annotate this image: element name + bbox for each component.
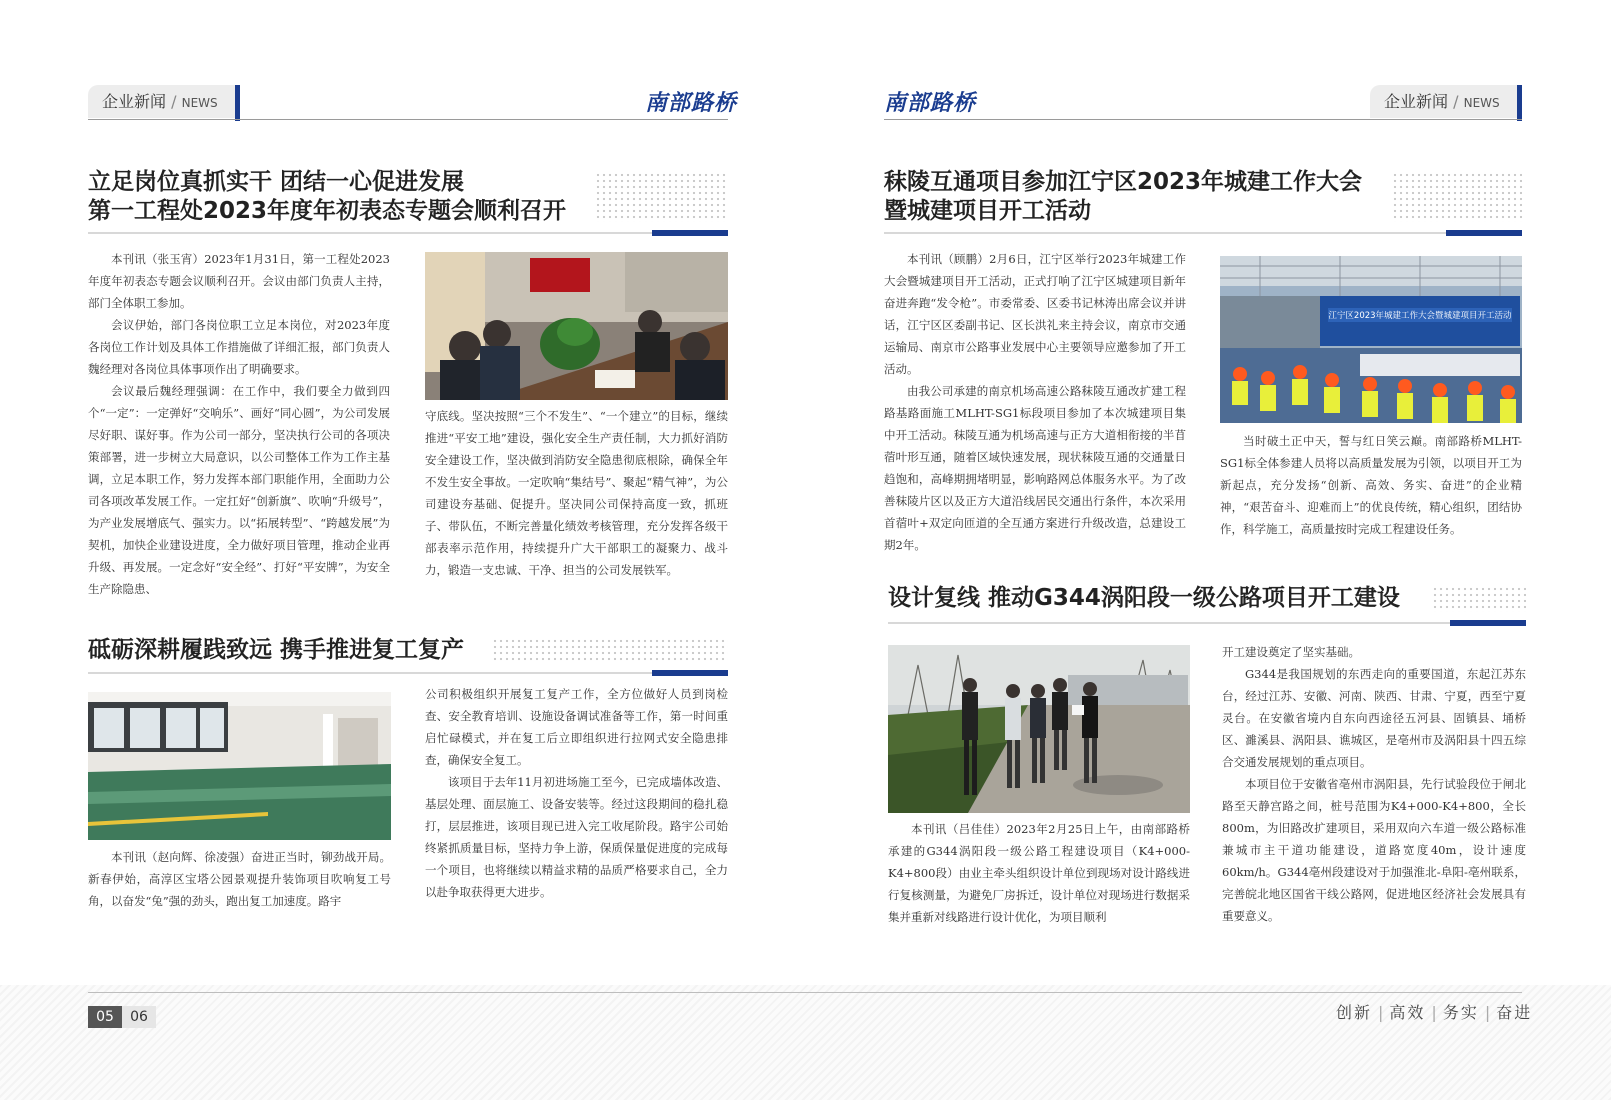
slogan-word: 高效 — [1389, 1003, 1426, 1022]
article-title — [884, 168, 1362, 226]
paragraph: G344是我国规划的东西走向的重要国道，东起江苏东台，经过江苏、安徽、河南、陕西、甘肃、宁夏，西至宁夏灵台。在安徽省境内自东向西途径五河县、固镇县、埇桥区、濉溪县、涡阳县、谯城区，是亳州市及涡阳县十四五综合交通发展规划的重点项目。 — [1222, 667, 1526, 769]
paragraph: 本刊讯（吕佳佳）2023年2月25日上午，由南部路桥承建的G344涡阳段一级公路工程建设项目（K4+000-K4+800段）由业主牵头组织设计单位到现场对设计路线进行复核测量，为避免厂房拆迁，设计单位对现场进行数据采集并重新对线路进行设计优化，为项目顺利 — [888, 822, 1190, 924]
title-accent-bar — [652, 670, 728, 676]
title-dot-pattern — [1432, 586, 1526, 612]
tab-accent-bar — [235, 85, 240, 121]
article-column — [1220, 430, 1522, 540]
construction-photo — [88, 692, 391, 840]
section-label-en: NEWS — [181, 96, 218, 110]
header-rule-left — [88, 119, 728, 120]
paragraph: 本项目位于安徽省亳州市涡阳县，先行试验段位于闸北路至天静宫路之间，桩号范围为K4+000-K4+800，全长800m，为旧路改扩建项目，采用双向六车道一级公路标准兼城市主干道功能建设，道路宽度40m，设计速度60km/h。G344亳州段建设对于加强淮北-阜阳-亳州联系，完善皖北地区国省干线公路网，促进地区经济社会发展具有重要意义。 — [1222, 777, 1526, 923]
section-label-cn: 企业新闻 — [102, 92, 167, 111]
title-dot-pattern — [492, 638, 728, 662]
brand-logo-right: 南部路桥 — [884, 90, 977, 116]
title-line: 砥砺深耕履践致远 携手推进复工复产 — [88, 637, 465, 663]
article-title — [88, 168, 566, 226]
article-column — [1222, 641, 1526, 927]
slogan-word: 务实 — [1442, 1003, 1479, 1022]
slogan-word: 创新 — [1336, 1003, 1373, 1022]
survey-site-photo — [888, 645, 1190, 813]
title-underline — [888, 622, 1466, 624]
title-line: 暨城建项目开工活动 — [884, 198, 1091, 224]
paragraph: 会议伊始，部门各岗位职工立足本岗位，对2023年度各岗位工作计划及具体工作措施做了详细汇报，部门负责人魏经理对各岗位具体事项作出了明确要求。 — [88, 318, 390, 376]
footer-slogan — [1336, 1000, 1532, 1023]
paragraph: 本刊讯（张玉宵）2023年1月31日，第一工程处2023年度年初表态专题会议顺利召开。会议由部门负责人主持，部门全体职工参加。 — [88, 252, 390, 310]
section-label-en: NEWS — [1463, 96, 1500, 110]
title-underline — [88, 672, 668, 674]
paragraph: 开工建设奠定了坚实基础。 — [1222, 645, 1360, 659]
header-rule-right — [884, 119, 1522, 120]
title-underline — [884, 232, 1462, 234]
paragraph: 本刊讯（顾鹏）2月6日，江宁区举行2023年城建工作大会暨城建项目开工活动，正式打响了江宁区城建项目新年奋进奔跑“发令枪”。市委常委、区委书记林涛出席会议并讲话，江宁区区委副书记、区长洪礼来主持会议，南京市交通运输局、南京市公路事业发展中心主要领导应邀参加了开工活动。 — [884, 252, 1186, 376]
banner-text: 江宁区2023年城建工作大会暨城建项目开工活动 — [1328, 311, 1512, 321]
title-underline — [88, 232, 668, 234]
title-line: 第一工程处2023年度年初表态专题会顺利召开 — [88, 198, 567, 224]
page-number-left: 05 — [88, 1006, 122, 1028]
slogan-separator: | — [1378, 1003, 1384, 1022]
article-column — [884, 248, 1186, 556]
section-label-sep: / — [171, 92, 177, 111]
slogan-separator: | — [1484, 1003, 1491, 1022]
brand-logo-left: 南部路桥 — [645, 90, 738, 116]
page-number-right: 06 — [122, 1006, 156, 1028]
title-line: 秣陵互通项目参加江宁区2023年城建工作大会 — [884, 169, 1363, 195]
section-label-cn: 企业新闻 — [1384, 92, 1449, 111]
paragraph: 由我公司承建的南京机场高速公路秣陵互通改扩建工程路基路面施工MLHT-SG1标段项目参加了本次城建项目集中开工活动。秣陵互通为机场高速与正方大道相衔接的半苜蓿叶形互通，随着区域快速发展，现状秣陵互通的交通量日趋饱和，高峰期拥堵明显，影响路网总体服务水平。为了改善秣陵片区以及正方大道沿线居民交通出行条件，本次采用首蓿叶+双定向匝道的全互通方案进行升级改造，总建设工期2年。 — [884, 384, 1186, 552]
title-accent-bar — [1450, 620, 1526, 626]
article-title — [888, 584, 1400, 613]
title-accent-bar — [652, 230, 728, 236]
article-column — [888, 818, 1190, 928]
slogan-separator: | — [1431, 1003, 1437, 1022]
paragraph: 会议最后魏经理强调：在工作中，我们要全力做到四个“一定”：一定弹好“交响乐”、画好“同心圆”，为公司发展尽好职、谋好事。作为公司一部分，坚决执行公司的各项决策部署，进一步树立大局意识，以公司整体工作为工作主基调，立足本职工作，努力发挥本部门职能作用，全面助力公司各项改革发展工作。一定扛好“创新旗”、吹响“升级号”，为产业发展增底气、强实力。以“拓展转型”、“跨越发展”为契机，加快企业建设进度，全力做好项目管理，推动企业再升级、再发展。一定念好“安全经”、打好“平安牌”，为安全生产除隐患、 — [88, 384, 390, 596]
article-title — [88, 636, 464, 665]
paragraph: 该项目于去年11月初进场施工至今，已完成墙体改造、基层处理、面层施工、设备安装等。经过这段期间的稳扎稳打，层层推进，该项目现已进入完工收尾阶段。路宇公司始终紧抓质量目标，坚持力争上游，保质保量促进度的完成每一个项目，也将继续以精益求精的品质严格要求自己，全力以赴争取获得更大进步。 — [425, 775, 728, 899]
paragraph: 本刊讯（赵向辉、徐凌强）奋进正当时，铆劲战开局。新春伊始，高淳区宝塔公园景观提升装饰项目吹响复工号角，以奋发“兔”强的劲头，跑出复工加速度。路宇 — [88, 850, 391, 908]
title-dot-pattern — [595, 172, 727, 222]
footer-rule — [88, 992, 1522, 993]
meeting-photo — [425, 252, 728, 400]
title-dot-pattern — [1392, 172, 1522, 222]
article-column — [88, 248, 390, 600]
title-accent-bar — [1446, 230, 1522, 236]
article-column — [88, 846, 391, 912]
article-column — [425, 683, 728, 903]
section-tab-left — [88, 85, 240, 118]
paragraph: 守底线。坚决按照“三个不发生”、“一个建立”的目标，继续推进“平安工地”建设，强化安全生产责任制，大力抓好消防安全建设工作，坚决做到消防安全隐患彻底根除，确保全年不发生安全事故。一定吹响“集结号”、聚起“精气神”，为公司建设夯基础、促提升。坚决同公司保持高度一致，抓班子、带队伍，不断完善量化绩效考核管理，充分发挥各级干部表率示范作用，持续提升广大干部职工的凝聚力、战斗力，锻造一支忠诚、干净、担当的公司发展铁军。 — [425, 409, 728, 577]
section-tab-right — [1370, 85, 1522, 118]
section-label-sep: / — [1453, 92, 1459, 111]
title-line: 立足岗位真抓实干 团结一心促进发展 — [88, 169, 465, 195]
ceremony-photo — [1220, 256, 1522, 423]
slogan-word: 奋进 — [1496, 1003, 1533, 1022]
paragraph: 当时破土正中天，誓与红日笑云巅。南部路桥MLHT-SG1标全体参建人员将以高质量发展为引领，以项目开工为新起点，充分发扬“创新、高效、务实、奋进”的企业精神，“艰苦奋斗、迎难而上”的优良传统，精心组织，团结协作，科学施工，高质量按时完成工程建设任务。 — [1220, 434, 1522, 536]
tab-accent-bar — [1517, 85, 1522, 121]
title-line: 设计复线 推动G344涡阳段一级公路项目开工建设 — [888, 585, 1400, 611]
paragraph: 公司积极组织开展复工复产工作，全方位做好人员到岗检查、安全教育培训、设施设备调试准备等工作，第一时间重启忙碌模式，并在复工后立即组织进行拉网式安全隐患排查，确保安全复工。 — [425, 687, 728, 767]
article-column — [425, 405, 728, 581]
